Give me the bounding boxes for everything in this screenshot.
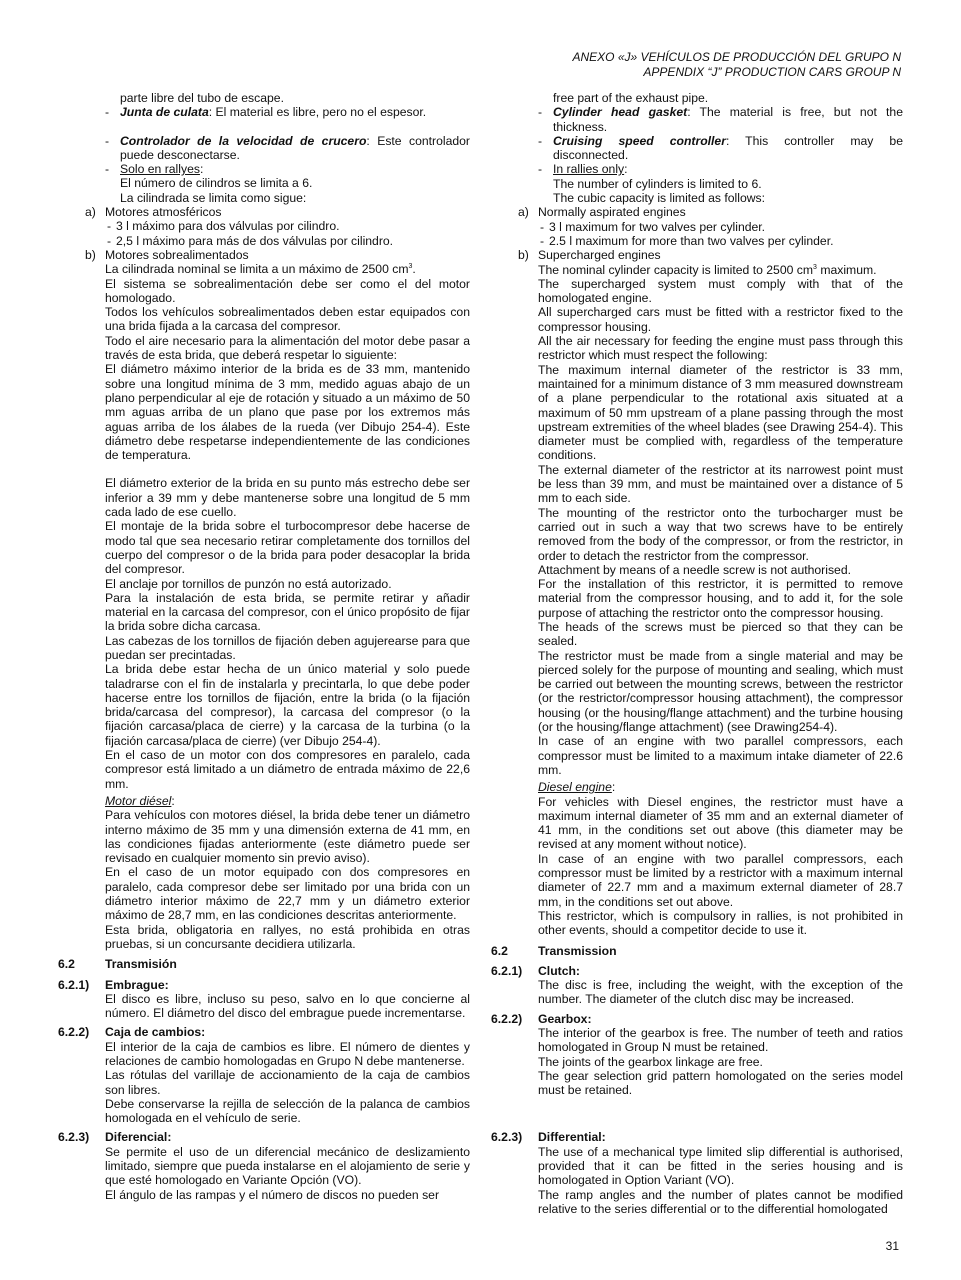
section-heading: 6.2.3) Differential:	[491, 1130, 606, 1145]
paragraph: The restrictor must be made from a single material and may be pierced solely for the purpose of mounting and sealing, which must be carried out between the mounting screws, between the restrictor (or the restrictor/compressor housing attachment), the compressor housing (or the housing/flange attachment) and the turbine housing (or the housing/flange attachment) (see Drawing254-4).	[538, 648, 903, 735]
paragraph: El interior de la caja de cambios es libre. El número de dientes y relaciones de cambio homologadas en Grupo N debe mantenerse.	[105, 1039, 470, 1068]
paragraph: The mounting of the restrictor onto the turbocharger must be carried out in such a way that two screws have to be entirely removed from the body of the compressor, or from the restrictor, in order to detach the restrictor from the compressor.	[538, 505, 903, 563]
list-item: - Cylinder head gasket: The material is free, but not the thickness.	[538, 105, 903, 134]
list-item: - 3 l maximum for two valves per cylinder.	[540, 219, 766, 234]
term: Junta de culata	[120, 105, 209, 120]
paragraph: The cubic capacity is limited as follows:	[553, 191, 766, 206]
paragraph: The joints of the gearbox linkage are free.	[538, 1054, 763, 1069]
section-heading: 6.2 Transmission	[491, 943, 617, 958]
list-item: a) Normally aspirated engines	[518, 205, 686, 220]
paragraph: The external diameter of the restrictor at its narrowest point must be less than 39 mm, and must be maintained over a distance of 5 mm to each side.	[538, 462, 903, 506]
paragraph: El ángulo de las rampas y el número de discos no pueden ser	[105, 1187, 440, 1202]
list-item: - Solo en rallyes:	[105, 162, 204, 177]
paragraph: Para vehículos con motores diésel, la brida debe tener un diámetro interno máximo de 35 mm y una dimensión externa de 41 mm, en las condiciones fijadas anteriormente (este diámetro puede ser revisado en cualquier momento sin previo aviso).	[105, 808, 470, 866]
paragraph: Todos los vehículos sobrealimentados deben estar equipados con una brida fijada a la carcasa del compresor.	[105, 305, 470, 334]
paragraph: En el caso de un motor equipado con dos compresores en paralelo, cada compresor debe ser limitado por una brida con un diámetro interior máximo de 22,7 mm y un diámetro exterior máximo de 28,7 mm, en las condiciones descritas anteriormente.	[105, 865, 470, 923]
section-heading: 6.2.2) Caja de cambios:	[58, 1025, 206, 1040]
paragraph: El sistema se sobrealimentación debe ser como el del motor homologado.	[105, 276, 470, 305]
paragraph: La cilindrada se limita como sigue:	[120, 190, 307, 205]
term: Controlador de la velocidad de crucero	[120, 133, 367, 148]
list-item: - In rallies only:	[538, 162, 628, 177]
page-header	[572, 50, 901, 80]
paragraph: The disc is free, including the weight, with the exception of the number. The diameter of the clutch disc may be increased.	[538, 978, 903, 1007]
list-item: a) Motores atmosféricos	[85, 205, 222, 220]
paragraph: Se permite el uso de un diferencial mecánico de deslizamiento limitado, siempre que pueda instalarse en el alojamiento de serie y que esté homologado en Variante Opción (VO).	[105, 1144, 470, 1188]
section-heading: 6.2.1) Embrague:	[58, 977, 169, 992]
section-heading: 6.2.2) Gearbox:	[491, 1011, 592, 1026]
paragraph: The maximum internal diameter of the restrictor is 33 mm, maintained for a minimum distance of 3 mm measured downstream of a plane perpendicular to the rotational axis situated at a maximum of 50 mm upstream of a plane passing through the most upstream extremities of the wheel blades (see Drawing 254-4). This diameter must be complied with, regardless of the temperature conditions.	[538, 362, 903, 463]
paragraph: La cilindrada nominal se limita a un máximo de 2500 $cm^3$.	[105, 262, 416, 277]
section-heading: 6.2.1) Clutch:	[491, 963, 580, 978]
paragraph: For vehicles with Diesel engines, the restrictor must have a maximum internal diameter of 35 mm and an external diameter of 41 mm, in the conditions set out above (this diameter may be revised at any moment without notice).	[538, 794, 903, 852]
paragraph: El número de cilindros se limita a 6.	[120, 176, 313, 191]
paragraph: Esta brida, obligatoria en rallyes, no está prohibida en otras pruebas, si un concursante decidiera utilizarla.	[105, 922, 470, 951]
paragraph: El diámetro máximo interior de la brida es de 33 mm, mantenido sobre una longitud mínima de 3 mm, medido aguas abajo de un plano perpendicular al eje de rotación y situado a un máximo de 50 mm aguas arriba de un plano que pase por los extremos más aguas arriba de los álabes de la rueda (ver Dibujo 254-4). Este diámetro debe respetarse independientemente de las condiciones de temperatura.	[105, 362, 470, 463]
paragraph: parte libre del tubo de escape.	[120, 91, 284, 105]
list-item: - Controlador de la velocidad de crucero: Este controlador puede desconectarse.	[105, 133, 470, 162]
paragraph: Para la instalación de esta brida, se permite retirar y añadir material en la carcasa del compresor, con el único propósito de fijar la brida sobre dicha carcasa.	[105, 590, 470, 634]
term: In rallies only	[553, 162, 625, 177]
subheading: Diesel engine:	[538, 780, 616, 795]
list-item: - Cruising speed controller: This controller may be disconnected.	[538, 133, 903, 163]
paragraph: Debe conservarse la rejilla de selección de la palanca de cambios homologada en el vehículo de serie.	[105, 1096, 470, 1126]
paragraph: La brida debe estar hecha de un único material y solo puede taladrarse con el fin de instalarla y precintarla, lo que debe poder hacerse entre los tornillos de fijación, entre la brida (o la fijación brida/carcasa del compresor), la carcasa del compresor (o la fijación carcasa/placa de cierre) y la carcasa de la turbina (o la fijación carcasa/placa de cierre) (ver Dibujo 254-4).	[105, 662, 470, 748]
paragraph: In case of an engine with two parallel compressors, each compressor must be limited to a maximum intake diameter of 22.6 mm.	[538, 734, 903, 777]
paragraph: El disco es libre, incluso su peso, salvo en lo que concierne al número. El diámetro del disco del embrague puede incrementarse.	[105, 991, 470, 1021]
paragraph: The gear selection grid pattern homologated on the series model must be retained.	[538, 1068, 903, 1098]
paragraph: Las cabezas de los tornillos de fijación deben agujerearse para que puedan ser precintadas.	[105, 633, 470, 662]
page-number: 31	[885, 1239, 899, 1253]
paragraph: The use of a mechanical type limited slip differential is authorised, provided that it can be fitted in the series housing and is homologated in Option Variant (VO).	[538, 1144, 903, 1188]
term: Cylinder head gasket	[553, 105, 688, 120]
list-item: b) Supercharged engines	[518, 248, 661, 263]
paragraph: En el caso de un motor con dos compresores en paralelo, cada compresor está limitado a un diámetro de entrada máximo de 22,6 mm.	[105, 748, 470, 791]
header-title-es: ANEXO «J» VEHÍCULOS DE PRODUCCIÓN DEL GRUPO N	[572, 50, 901, 64]
paragraph: All the air necessary for feeding the engine must pass through this restrictor which must respect the following:	[538, 334, 903, 363]
paragraph: El montaje de la brida sobre el turbocompresor debe hacerse de modo tal que sea necesario retirar completamente dos tornillos del cuerpo del compresor o de la brida para poder desacoplar la brida del compresor.	[105, 519, 470, 577]
paragraph: The interior of the gearbox is free. The number of teeth and ratios homologated in Group N must be retained.	[538, 1026, 903, 1055]
paragraph: The nominal cylinder capacity is limited to 2500 $cm^3$ maximum.	[538, 262, 877, 277]
list-item: - 2.5 l maximum for more than two valves per cylinder.	[540, 233, 834, 248]
list-item: b) Motores sobrealimentados	[85, 247, 249, 262]
list-item: - Junta de culata: El material es libre, pero no el espesor.	[105, 105, 427, 120]
paragraph: Las rótulas del varillaje de accionamiento de la caja de cambios son libres.	[105, 1068, 470, 1097]
paragraph: This restrictor, which is compulsory in rallies, is not prohibited in other events, should a competitor decide to use it.	[538, 908, 903, 938]
paragraph: The heads of the screws must be pierced so that they can be sealed.	[538, 619, 903, 649]
section-heading: 6.2 Transmisión	[58, 957, 177, 972]
paragraph: Attachment by means of a needle screw is not authorised.	[538, 562, 851, 577]
spanish-column	[58, 91, 470, 1202]
subheading: Motor diésel:	[105, 793, 175, 808]
paragraph: The supercharged system must comply with that of the homologated engine.	[538, 276, 903, 306]
paragraph: For the installation of this restrictor, it is permitted to remove material from the compressor housing, and to add it, for the sole purpose of attaching the restrictor onto the compressor housing.	[538, 577, 903, 620]
list-item: - 3 l máximo para dos válvulas por cilindro.	[107, 219, 340, 234]
header-title-en: APPENDIX “J” PRODUCTION CARS GROUP N	[643, 65, 901, 79]
term: Solo en rallyes	[120, 162, 200, 177]
english-column	[491, 91, 903, 1216]
paragraph: Todo el aire necesario para la alimentación del motor debe pasar a través de esta brida, que deberá respetar lo siguiente:	[105, 333, 470, 363]
paragraph: free part of the exhaust pipe.	[553, 91, 709, 105]
paragraph: All supercharged cars must be fitted with a restrictor fixed to the compressor housing.	[538, 305, 903, 334]
paragraph: The number of cylinders is limited to 6.	[553, 176, 762, 191]
list-item: - 2,5 l máximo para más de dos válvulas por cilindro.	[107, 233, 394, 248]
term: Cruising speed controller	[553, 133, 726, 148]
paragraph: El anclaje por tornillos de punzón no está autorizado.	[105, 576, 392, 591]
paragraph: El diámetro exterior de la brida en su punto más estrecho debe ser inferior a 39 mm y debe mantenerse sobre una longitud de 5 mm cada lado de ese cuello.	[105, 476, 470, 520]
paragraph: The ramp angles and the number of plates cannot be modified relative to the series differential or to the differential homologated	[538, 1187, 903, 1216]
paragraph: In case of an engine with two parallel compressors, each compressor must be limited by a restrictor with a maximum internal diameter of 22.7 mm and a maximum external diameter of 28.7 mm, in the conditions set out above.	[538, 851, 903, 909]
section-heading: 6.2.3) Diferencial:	[58, 1130, 172, 1145]
